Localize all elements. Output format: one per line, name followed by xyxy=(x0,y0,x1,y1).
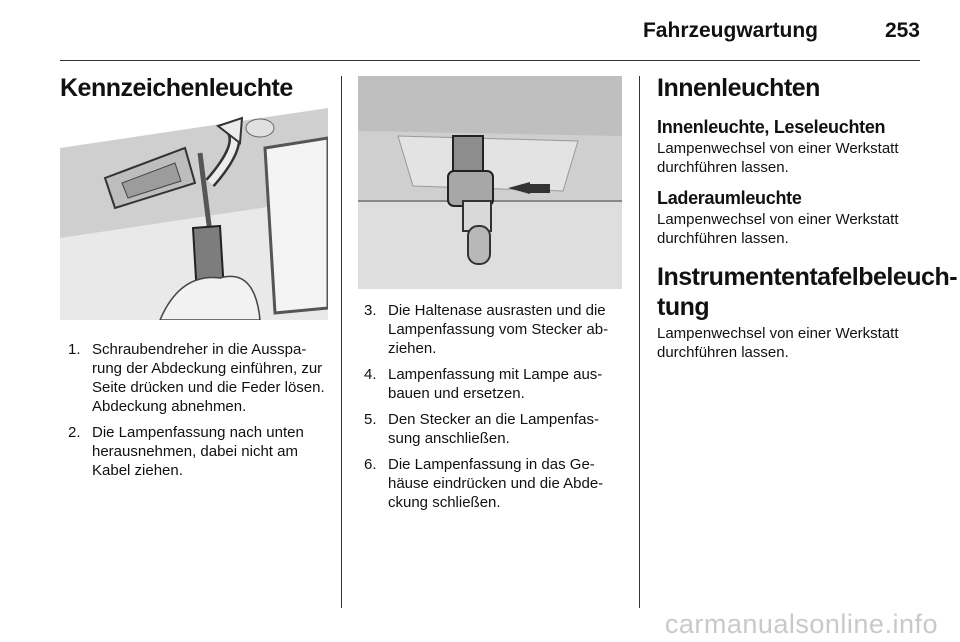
step-item xyxy=(68,340,330,416)
text-laderaumleuchte: Lampenwechsel von einer Werkstatt durchführen lassen. xyxy=(657,211,899,247)
header-rule xyxy=(60,60,920,61)
illustration-lamp-socket xyxy=(358,76,622,289)
step-item xyxy=(364,365,626,403)
watermark: carmanualsonline.info xyxy=(664,609,938,639)
step-number: 4. xyxy=(364,366,377,383)
step-item xyxy=(68,423,330,480)
step-text: Die Lampenfassung in das Gehäuse eindrücken und die Abdeckung schließen. xyxy=(388,456,604,511)
step-item xyxy=(364,455,626,512)
illustration-screwdriver-license-lamp xyxy=(60,108,328,320)
subheading-innenleuchte: Innenleuchte, Leseleuchten xyxy=(657,117,886,137)
step-text: Den Stecker an die Lampenfassung anschließen. xyxy=(388,411,599,447)
text-innenleuchte: Lampenwechsel von einer Werkstatt durchführen lassen. xyxy=(657,140,899,176)
step-text: Die Lampenfassung nach unten herausnehmen, dabei nicht am Kabel ziehen. xyxy=(92,424,304,479)
steps-list-1 xyxy=(68,340,330,487)
step-item xyxy=(364,301,626,358)
step-number: 6. xyxy=(364,456,377,473)
steps-list-2 xyxy=(364,301,626,519)
subheading-laderaumleuchte: Laderaumleuchte xyxy=(657,188,802,208)
column-divider-1 xyxy=(341,76,342,608)
step-number: 1. xyxy=(68,341,81,358)
text-instrumententafelbeleuchtung: Lampenwechsel von einer Werkstatt durchführen lassen. xyxy=(657,325,899,361)
page-number: 253 xyxy=(884,19,920,42)
step-text: Die Haltenase ausrasten und die Lampenfassung vom Stecker abziehen. xyxy=(388,302,609,357)
section-heading-instrumententafelbeleuchtung: Instrumententafelbeleuchtung xyxy=(657,263,958,321)
running-header-title: Fahrzeugwartung xyxy=(642,19,818,42)
step-text: Lampenfassung mit Lampe ausbauen und ersetzen. xyxy=(388,366,603,402)
step-number: 5. xyxy=(364,411,377,428)
column-divider-2 xyxy=(639,76,640,608)
step-text: Schraubendreher in die Aussparung der Abdeckung einführen, zur Seite drücken und die Feder lösen. Abdeckung abnehmen. xyxy=(92,341,325,415)
step-number: 2. xyxy=(68,424,81,441)
section-heading-innenleuchten: Innenleuchten xyxy=(657,74,820,102)
step-item xyxy=(364,410,626,448)
section-heading-kennzeichenleuchte: Kennzeichenleuchte xyxy=(60,74,293,102)
step-number: 3. xyxy=(364,302,377,319)
